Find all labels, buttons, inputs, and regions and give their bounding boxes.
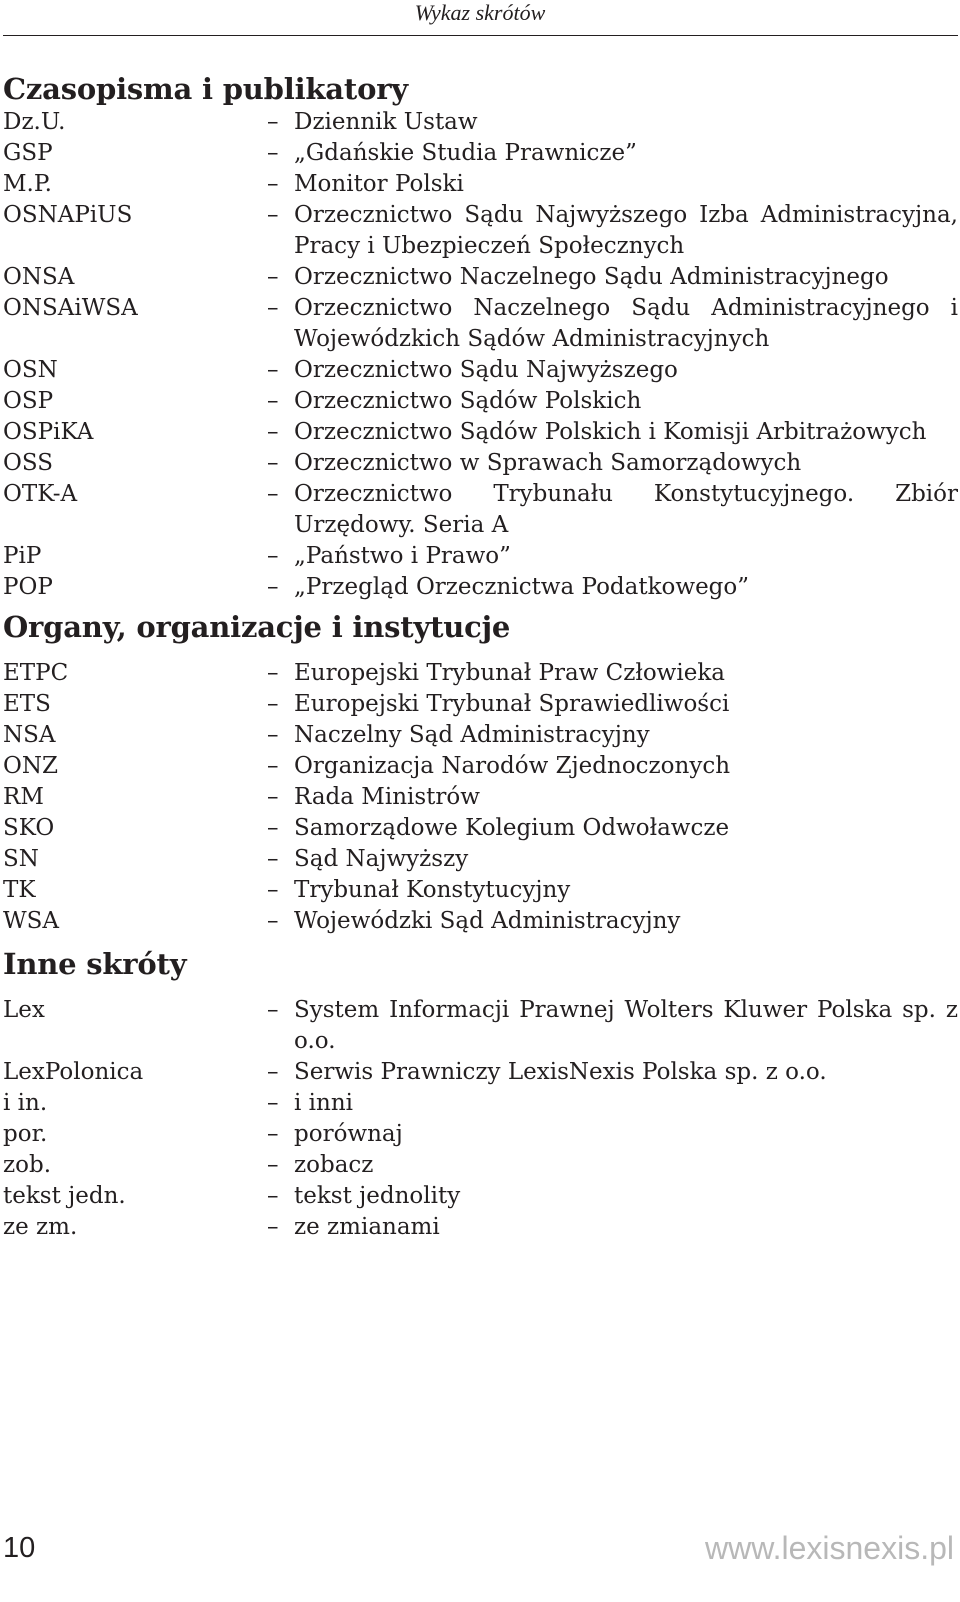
en-dash-separator: – — [267, 815, 279, 841]
abbreviation-definition: Sąd Najwyższy — [294, 846, 469, 872]
abbreviation-definition: Wojewódzki Sąd Administracyjny — [294, 908, 681, 934]
abbreviation-definition: Samorządowe Kolegium Odwoławcze — [294, 815, 730, 841]
abbreviation: ETPC — [3, 660, 69, 686]
abbreviation: por. — [3, 1121, 48, 1147]
abbreviation-entry — [3, 386, 958, 417]
en-dash-separator: – — [267, 543, 279, 569]
abbreviation-entry — [3, 720, 958, 751]
abbreviation-definition: Orzecznictwo Sądu Najwyższego — [294, 357, 678, 383]
abbreviation: ze zm. — [3, 1214, 78, 1240]
abbreviation-entry — [3, 293, 958, 355]
en-dash-separator: – — [267, 997, 279, 1023]
abbreviation-definition: ze zmianami — [294, 1214, 440, 1240]
abbreviation-definition: Rada Ministrów — [294, 784, 480, 810]
abbreviation-definition: Orzecznictwo Sądów Polskich i Komisji Arbitrażowych — [294, 419, 927, 445]
abbreviation: OSS — [3, 450, 53, 476]
abbreviation: Dz.U. — [3, 109, 66, 135]
en-dash-separator: – — [267, 109, 279, 135]
abbreviation-definition: „Państwo i Prawo” — [294, 543, 511, 569]
abbreviation-entry — [3, 844, 958, 875]
abbreviation-list-organy — [3, 658, 958, 937]
abbreviation-list-czasopisma — [3, 107, 958, 603]
abbreviation-entry — [3, 1119, 958, 1150]
en-dash-separator: – — [267, 388, 279, 414]
en-dash-separator: – — [267, 784, 279, 810]
abbreviation-definition: Monitor Polski — [294, 171, 464, 197]
abbreviation: GSP — [3, 140, 53, 166]
abbreviation: LexPolonica — [3, 1059, 144, 1085]
abbreviation-entry — [3, 782, 958, 813]
en-dash-separator: – — [267, 171, 279, 197]
en-dash-separator: – — [267, 1090, 279, 1116]
abbreviation-entry — [3, 995, 958, 1057]
abbreviation-entry — [3, 262, 958, 293]
abbreviation-entry — [3, 479, 958, 541]
abbreviation: PiP — [3, 543, 42, 569]
abbreviation-definition: Naczelny Sąd Administracyjny — [294, 722, 650, 748]
en-dash-separator: – — [267, 202, 279, 228]
en-dash-separator: – — [267, 357, 279, 383]
abbreviation: zob. — [3, 1152, 51, 1178]
abbreviation-entry — [3, 448, 958, 479]
abbreviation-definition: i inni — [294, 1090, 354, 1116]
en-dash-separator: – — [267, 846, 279, 872]
abbreviation-entry — [3, 813, 958, 844]
publisher-website[interactable]: www.lexisnexis.pl — [705, 1530, 954, 1566]
en-dash-separator: – — [267, 574, 279, 600]
abbreviation-entry — [3, 658, 958, 689]
abbreviation-definition: Trybunał Konstytucyjny — [294, 877, 571, 903]
abbreviation-entry — [3, 417, 958, 448]
abbreviation-definition: Dziennik Ustaw — [294, 109, 478, 135]
abbreviation-definition: Orzecznictwo Naczelnego Sądu Administracyjnego — [294, 264, 889, 290]
abbreviation: OSP — [3, 388, 54, 414]
abbreviation-entry — [3, 541, 958, 572]
abbreviation-definition: zobacz — [294, 1152, 374, 1178]
abbreviation-definition: „Gdańskie Studia Prawnicze” — [294, 140, 637, 166]
abbreviation: ONSAiWSA — [3, 295, 138, 321]
abbreviation: ONSA — [3, 264, 75, 290]
abbreviation: ETS — [3, 691, 51, 717]
en-dash-separator: – — [267, 140, 279, 166]
en-dash-separator: – — [267, 450, 279, 476]
abbreviation-entry — [3, 1088, 958, 1119]
en-dash-separator: – — [267, 1183, 279, 1209]
en-dash-separator: – — [267, 660, 279, 686]
abbreviation-definition: Europejski Trybunał Praw Człowieka — [294, 660, 725, 686]
section-title-inne: Inne skróty — [3, 947, 187, 981]
abbreviation: OSN — [3, 357, 58, 383]
abbreviation: TK — [3, 877, 36, 903]
en-dash-separator: – — [267, 1214, 279, 1240]
abbreviation-entry — [3, 1212, 958, 1243]
abbreviation-definition: tekst jednolity — [294, 1183, 461, 1209]
abbreviation-definition: „Przegląd Orzecznictwa Podatkowego” — [294, 574, 750, 600]
abbreviation: SKO — [3, 815, 55, 841]
abbreviation-definition: System Informacji Prawnej Wolters Kluwer Polska sp. z o.o. — [294, 997, 958, 1054]
abbreviation-entry — [3, 1181, 958, 1212]
abbreviation: SN — [3, 846, 39, 872]
abbreviation: OTK-A — [3, 481, 78, 507]
en-dash-separator: – — [267, 1121, 279, 1147]
en-dash-separator: – — [267, 908, 279, 934]
abbreviation: tekst jedn. — [3, 1183, 126, 1209]
en-dash-separator: – — [267, 1059, 279, 1085]
abbreviation-entry — [3, 1057, 958, 1088]
abbreviation-definition: Organizacja Narodów Zjednoczonych — [294, 753, 731, 779]
abbreviation: POP — [3, 574, 53, 600]
header-rule — [3, 35, 958, 36]
en-dash-separator: – — [267, 1152, 279, 1178]
abbreviation-definition: Orzecznictwo Trybunału Konstytucyjnego. Zbiór Urzędowy. Seria A — [294, 481, 958, 538]
abbreviation: NSA — [3, 722, 56, 748]
abbreviation-entry — [3, 689, 958, 720]
en-dash-separator: – — [267, 753, 279, 779]
en-dash-separator: – — [267, 877, 279, 903]
abbreviation: RM — [3, 784, 44, 810]
en-dash-separator: – — [267, 419, 279, 445]
abbreviation-definition: Orzecznictwo Naczelnego Sądu Administracyjnego i Wojewódzkich Sądów Administracyjnych — [294, 295, 958, 352]
en-dash-separator: – — [267, 691, 279, 717]
section-title-czasopisma: Czasopisma i publikatory — [3, 72, 408, 106]
abbreviation: M.P. — [3, 171, 52, 197]
abbreviation-list-inne — [3, 995, 958, 1243]
abbreviation: ONZ — [3, 753, 58, 779]
abbreviation-entry — [3, 355, 958, 386]
abbreviation-definition: Orzecznictwo w Sprawach Samorządowych — [294, 450, 802, 476]
en-dash-separator: – — [267, 295, 279, 321]
abbreviation-definition: porównaj — [294, 1121, 403, 1147]
section-title-organy: Organy, organizacje i instytucje — [3, 610, 511, 644]
en-dash-separator: – — [267, 481, 279, 507]
abbreviation-definition: Europejski Trybunał Sprawiedliwości — [294, 691, 730, 717]
abbreviation: Lex — [3, 997, 45, 1023]
abbreviation-definition: Orzecznictwo Sądów Polskich — [294, 388, 642, 414]
page-number: 10 — [3, 1532, 36, 1564]
en-dash-separator: – — [267, 264, 279, 290]
abbreviation-entry — [3, 1150, 958, 1181]
abbreviation: WSA — [3, 908, 60, 934]
en-dash-separator: – — [267, 722, 279, 748]
abbreviation: OSPiKA — [3, 419, 94, 445]
abbreviation-entry — [3, 200, 958, 262]
abbreviation-definition: Orzecznictwo Sądu Najwyższego Izba Administracyjna, Pracy i Ubezpieczeń Społecznych — [294, 202, 958, 259]
abbreviation-entry — [3, 572, 958, 603]
abbreviation-entry — [3, 875, 958, 906]
abbreviation-entry — [3, 107, 958, 138]
running-head: Wykaz skrótów — [414, 0, 546, 25]
abbreviation-entry — [3, 751, 958, 782]
abbreviation: OSNAPiUS — [3, 202, 133, 228]
abbreviation: i in. — [3, 1090, 48, 1116]
abbreviation-entry — [3, 169, 958, 200]
abbreviation-entry — [3, 138, 958, 169]
abbreviation-entry — [3, 906, 958, 937]
abbreviation-definition: Serwis Prawniczy LexisNexis Polska sp. z o.o. — [294, 1059, 827, 1085]
